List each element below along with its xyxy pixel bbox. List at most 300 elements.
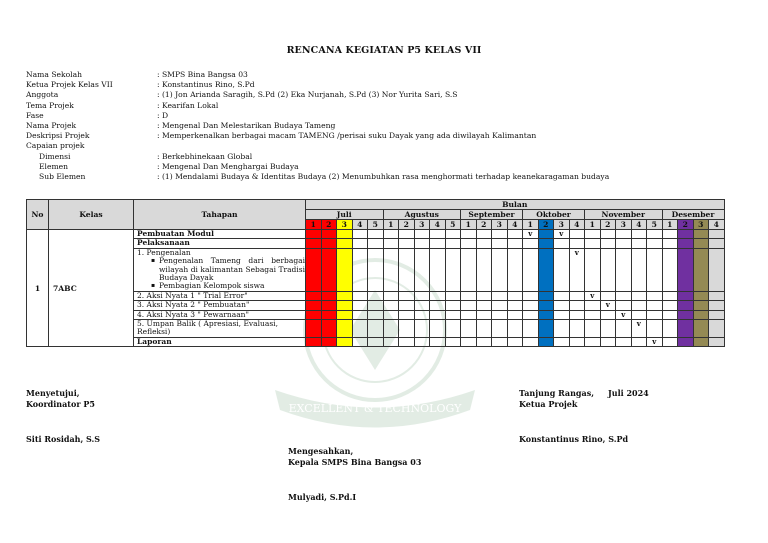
week-header: 3 bbox=[554, 220, 570, 230]
week-cell bbox=[693, 230, 709, 239]
week-cell bbox=[383, 230, 399, 239]
stage-bullet: ▪ Pengenalan Tameng dari berbagai wilayah di kalimantan Sebagai Tradisi Budaya Dayak bbox=[153, 257, 305, 282]
week-cell bbox=[678, 320, 694, 338]
week-cell bbox=[306, 337, 322, 346]
project-lead-title: Ketua Projek bbox=[519, 399, 578, 409]
week-cell bbox=[662, 301, 678, 310]
week-cell bbox=[321, 230, 337, 239]
week-cell bbox=[523, 310, 539, 319]
week-cell bbox=[492, 320, 508, 338]
activity-mark: v bbox=[585, 291, 601, 300]
week-cell bbox=[430, 230, 446, 239]
week-cell bbox=[678, 291, 694, 300]
info-value: : D bbox=[157, 110, 169, 120]
week-cell bbox=[523, 248, 539, 291]
week-cell bbox=[368, 239, 384, 248]
stage-bullet-list bbox=[137, 257, 305, 291]
week-cell bbox=[492, 230, 508, 239]
week-cell bbox=[352, 301, 368, 310]
week-cell bbox=[321, 301, 337, 310]
week-cell bbox=[709, 291, 725, 300]
week-cell bbox=[616, 239, 632, 248]
week-cell bbox=[321, 337, 337, 346]
week-header: 4 bbox=[569, 220, 585, 230]
week-cell bbox=[585, 248, 601, 291]
week-cell bbox=[507, 310, 523, 319]
activity-mark: v bbox=[616, 310, 632, 319]
week-cell bbox=[383, 301, 399, 310]
week-header: 2 bbox=[321, 220, 337, 230]
week-header: 4 bbox=[631, 220, 647, 230]
week-cell bbox=[616, 230, 632, 239]
week-cell bbox=[352, 310, 368, 319]
week-cell bbox=[693, 337, 709, 346]
week-cell bbox=[538, 230, 554, 239]
week-cell bbox=[430, 291, 446, 300]
week-cell bbox=[399, 301, 415, 310]
week-cell bbox=[523, 301, 539, 310]
week-cell bbox=[600, 320, 616, 338]
week-header: 2 bbox=[399, 220, 415, 230]
info-row bbox=[26, 111, 609, 121]
week-cell bbox=[337, 230, 353, 239]
info-label: Dimensi bbox=[39, 151, 71, 161]
week-cell bbox=[693, 301, 709, 310]
week-header: 1 bbox=[383, 220, 399, 230]
week-header: 2 bbox=[476, 220, 492, 230]
row-kelas: 7ABC bbox=[49, 230, 134, 347]
week-cell bbox=[693, 291, 709, 300]
activity-mark: v bbox=[523, 230, 539, 239]
info-value: : SMPS Bina Bangsa 03 bbox=[157, 70, 248, 79]
week-cell bbox=[693, 320, 709, 338]
week-cell bbox=[399, 230, 415, 239]
week-cell bbox=[445, 320, 461, 338]
week-cell bbox=[523, 320, 539, 338]
week-header: 1 bbox=[585, 220, 601, 230]
week-header: 3 bbox=[337, 220, 353, 230]
stage-umpan: 5. Umpan Balik ( Apresiasi, Evaluasi, Refleksi) bbox=[134, 320, 306, 338]
week-cell bbox=[321, 248, 337, 291]
week-cell bbox=[461, 239, 477, 248]
week-cell bbox=[554, 239, 570, 248]
week-cell bbox=[585, 239, 601, 248]
week-cell bbox=[430, 301, 446, 310]
week-cell bbox=[476, 301, 492, 310]
week-cell bbox=[569, 320, 585, 338]
week-cell bbox=[647, 301, 663, 310]
week-header: 2 bbox=[538, 220, 554, 230]
week-cell bbox=[709, 301, 725, 310]
week-cell bbox=[399, 239, 415, 248]
week-cell bbox=[693, 239, 709, 248]
week-cell bbox=[554, 310, 570, 319]
week-cell bbox=[445, 301, 461, 310]
week-cell bbox=[476, 320, 492, 338]
week-cell bbox=[461, 291, 477, 300]
week-cell bbox=[631, 230, 647, 239]
week-cell bbox=[507, 320, 523, 338]
week-cell bbox=[461, 301, 477, 310]
week-cell bbox=[709, 337, 725, 346]
header-kelas: Kelas bbox=[49, 200, 134, 230]
week-cell bbox=[662, 337, 678, 346]
week-cell bbox=[647, 239, 663, 248]
info-value: : Kearifan Lokal bbox=[157, 100, 219, 110]
stage-pembuatan_modul: Pembuatan Modul bbox=[134, 230, 306, 239]
week-cell bbox=[585, 230, 601, 239]
week-cell bbox=[585, 310, 601, 319]
week-cell bbox=[461, 248, 477, 291]
endorsement-label: Mengesahkan, bbox=[288, 446, 354, 456]
stage-aksi3: 4. Aksi Nyata 3 " Pewarnaan" bbox=[134, 310, 306, 319]
info-label: Elemen bbox=[39, 161, 69, 171]
week-cell bbox=[523, 239, 539, 248]
week-header: 5 bbox=[647, 220, 663, 230]
week-cell bbox=[368, 301, 384, 310]
header-bulan: Bulan bbox=[306, 200, 725, 210]
week-header: 3 bbox=[414, 220, 430, 230]
week-cell bbox=[600, 337, 616, 346]
week-cell bbox=[662, 239, 678, 248]
week-header: 1 bbox=[523, 220, 539, 230]
header-no: No bbox=[27, 200, 49, 230]
week-cell bbox=[337, 291, 353, 300]
week-cell bbox=[492, 310, 508, 319]
week-cell bbox=[414, 320, 430, 338]
info-row bbox=[26, 90, 609, 100]
week-cell bbox=[538, 239, 554, 248]
week-cell bbox=[678, 337, 694, 346]
week-header: 4 bbox=[430, 220, 446, 230]
month-header: September bbox=[461, 210, 523, 220]
week-cell bbox=[569, 301, 585, 310]
week-cell bbox=[507, 248, 523, 291]
week-cell bbox=[414, 239, 430, 248]
month-header: Juli bbox=[306, 210, 384, 220]
week-header: 4 bbox=[709, 220, 725, 230]
place: Tanjung Rangas, bbox=[519, 388, 594, 398]
week-cell bbox=[383, 291, 399, 300]
week-cell bbox=[321, 291, 337, 300]
week-cell bbox=[662, 291, 678, 300]
stage-pengenalan bbox=[134, 248, 306, 291]
activity-mark: v bbox=[569, 248, 585, 291]
week-cell bbox=[523, 337, 539, 346]
week-cell bbox=[414, 301, 430, 310]
month-header: Oktober bbox=[523, 210, 585, 220]
week-cell bbox=[631, 239, 647, 248]
week-cell bbox=[647, 230, 663, 239]
week-cell bbox=[445, 337, 461, 346]
week-cell bbox=[523, 291, 539, 300]
info-label: Anggota bbox=[26, 90, 59, 100]
date: Juli 2024 bbox=[608, 388, 649, 398]
week-cell bbox=[430, 320, 446, 338]
coordinator-title: Koordinator P5 bbox=[26, 399, 95, 409]
week-cell bbox=[585, 337, 601, 346]
week-cell bbox=[368, 248, 384, 291]
week-cell bbox=[538, 320, 554, 338]
week-cell bbox=[647, 291, 663, 300]
week-header: 2 bbox=[678, 220, 694, 230]
week-cell bbox=[538, 291, 554, 300]
week-cell bbox=[337, 301, 353, 310]
week-cell bbox=[709, 230, 725, 239]
info-row bbox=[26, 141, 609, 151]
principal-title: Kepala SMPS Bina Bangsa 03 bbox=[288, 457, 422, 467]
week-cell bbox=[647, 248, 663, 291]
week-cell bbox=[445, 291, 461, 300]
activity-mark: v bbox=[631, 320, 647, 338]
week-cell bbox=[492, 337, 508, 346]
info-value: : (1) Jon Arianda Saragih, S.Pd (2) Eka Nurjanah, S.Pd (3) Nor Yurita Sari, S.S bbox=[157, 90, 458, 100]
week-cell bbox=[678, 248, 694, 291]
week-cell bbox=[306, 320, 322, 338]
week-cell bbox=[709, 310, 725, 319]
week-cell bbox=[352, 230, 368, 239]
watermark-text: EXCELLENT & TECHNOLOGY bbox=[288, 402, 462, 415]
week-cell bbox=[554, 301, 570, 310]
week-cell bbox=[554, 291, 570, 300]
project-info bbox=[26, 70, 609, 182]
info-row bbox=[26, 70, 609, 80]
week-cell bbox=[647, 320, 663, 338]
week-cell bbox=[538, 337, 554, 346]
info-label: Tema Projek bbox=[26, 100, 74, 110]
week-cell bbox=[399, 248, 415, 291]
week-cell bbox=[569, 230, 585, 239]
week-cell bbox=[461, 230, 477, 239]
approval-label: Menyetujui, bbox=[26, 388, 80, 398]
week-cell bbox=[538, 248, 554, 291]
week-cell bbox=[461, 320, 477, 338]
week-cell bbox=[476, 230, 492, 239]
info-label: Sub Elemen bbox=[39, 172, 86, 182]
week-cell bbox=[476, 248, 492, 291]
activity-mark: v bbox=[647, 337, 663, 346]
week-cell bbox=[321, 310, 337, 319]
week-cell bbox=[631, 248, 647, 291]
schedule-table bbox=[26, 199, 725, 347]
week-cell bbox=[368, 310, 384, 319]
week-cell bbox=[352, 291, 368, 300]
week-cell bbox=[399, 310, 415, 319]
week-cell bbox=[445, 239, 461, 248]
month-header: Agustus bbox=[383, 210, 461, 220]
week-cell bbox=[678, 301, 694, 310]
week-cell bbox=[368, 291, 384, 300]
week-cell bbox=[306, 301, 322, 310]
info-label: Capaian projek bbox=[26, 141, 85, 151]
week-header: 4 bbox=[352, 220, 368, 230]
week-cell bbox=[445, 310, 461, 319]
week-cell bbox=[600, 310, 616, 319]
week-cell bbox=[709, 239, 725, 248]
week-cell bbox=[631, 301, 647, 310]
week-cell bbox=[430, 337, 446, 346]
week-cell bbox=[352, 320, 368, 338]
week-cell bbox=[399, 320, 415, 338]
week-cell bbox=[631, 337, 647, 346]
week-cell bbox=[383, 310, 399, 319]
week-cell bbox=[414, 230, 430, 239]
stage-bullet: ▪ Pembagian Kelompok siswa bbox=[153, 282, 305, 290]
week-cell bbox=[600, 291, 616, 300]
week-cell bbox=[445, 230, 461, 239]
info-label: Nama Sekolah bbox=[26, 70, 83, 79]
info-value: : (1) Mendalami Budaya & Identitas Budaya (2) Menumbuhkan rasa menghormati terhadap keanekaragaman budaya bbox=[157, 172, 610, 182]
week-cell bbox=[430, 310, 446, 319]
week-cell bbox=[616, 301, 632, 310]
week-cell bbox=[337, 248, 353, 291]
week-header: 3 bbox=[492, 220, 508, 230]
week-cell bbox=[693, 310, 709, 319]
table-row bbox=[27, 230, 725, 239]
activity-mark: v bbox=[600, 301, 616, 310]
week-cell bbox=[709, 248, 725, 291]
week-cell bbox=[476, 239, 492, 248]
week-cell bbox=[414, 310, 430, 319]
week-cell bbox=[383, 248, 399, 291]
week-cell bbox=[306, 239, 322, 248]
stage-label: 1. Pengenalan bbox=[137, 248, 191, 257]
week-cell bbox=[445, 248, 461, 291]
week-cell bbox=[306, 291, 322, 300]
week-cell bbox=[383, 320, 399, 338]
header-tahapan: Tahapan bbox=[134, 200, 306, 230]
week-cell bbox=[430, 239, 446, 248]
week-cell bbox=[414, 291, 430, 300]
week-cell bbox=[476, 291, 492, 300]
row-number: 1 bbox=[27, 230, 49, 347]
stage-aksi1: 2. Aksi Nyata 1 " Trial Error" bbox=[134, 291, 306, 300]
week-cell bbox=[321, 320, 337, 338]
week-cell bbox=[600, 248, 616, 291]
week-cell bbox=[662, 310, 678, 319]
week-cell bbox=[569, 337, 585, 346]
month-header: Desember bbox=[662, 210, 724, 220]
week-header: 1 bbox=[662, 220, 678, 230]
week-cell bbox=[321, 239, 337, 248]
week-cell bbox=[352, 337, 368, 346]
week-cell bbox=[352, 248, 368, 291]
week-cell bbox=[383, 337, 399, 346]
info-row bbox=[26, 152, 609, 162]
week-cell bbox=[507, 291, 523, 300]
stage-aksi2: 3. Aksi Nyata 2 " Pembuatan" bbox=[134, 301, 306, 310]
week-cell bbox=[368, 320, 384, 338]
principal-name: Mulyadi, S.Pd.I bbox=[288, 492, 357, 502]
info-label: Nama Projek bbox=[26, 121, 77, 131]
week-cell bbox=[368, 337, 384, 346]
week-cell bbox=[600, 239, 616, 248]
week-header: 2 bbox=[600, 220, 616, 230]
week-cell bbox=[616, 248, 632, 291]
week-cell bbox=[337, 310, 353, 319]
project-lead-name: Konstantinus Rino, S.Pd bbox=[519, 434, 629, 444]
week-cell bbox=[414, 337, 430, 346]
week-header: 1 bbox=[461, 220, 477, 230]
week-cell bbox=[569, 310, 585, 319]
week-cell bbox=[678, 310, 694, 319]
week-cell bbox=[616, 320, 632, 338]
info-row bbox=[26, 121, 609, 131]
week-cell bbox=[662, 230, 678, 239]
activity-mark: v bbox=[554, 230, 570, 239]
week-cell bbox=[306, 310, 322, 319]
week-cell bbox=[352, 239, 368, 248]
week-cell bbox=[585, 320, 601, 338]
week-cell bbox=[709, 320, 725, 338]
week-header: 5 bbox=[368, 220, 384, 230]
month-header: November bbox=[585, 210, 663, 220]
info-row bbox=[26, 80, 609, 90]
week-cell bbox=[492, 239, 508, 248]
info-value: : Memperkenalkan berbagai macam TAMENG /perisai suku Dayak yang ada diwilayah Kalimantan bbox=[157, 131, 537, 141]
week-cell bbox=[554, 337, 570, 346]
document-title: RENCANA KEGIATAN P5 KELAS VII bbox=[286, 45, 482, 56]
week-cell bbox=[430, 248, 446, 291]
week-cell bbox=[600, 230, 616, 239]
info-row bbox=[26, 131, 609, 141]
info-label: Fase bbox=[26, 110, 44, 120]
week-cell bbox=[693, 248, 709, 291]
info-label: Deskripsi Projek bbox=[26, 131, 90, 141]
week-cell bbox=[662, 248, 678, 291]
week-cell bbox=[678, 239, 694, 248]
week-cell bbox=[476, 310, 492, 319]
week-cell bbox=[476, 337, 492, 346]
stage-pelaksanaan: Pelaksanaan bbox=[134, 239, 306, 248]
project-lead-block bbox=[519, 388, 649, 410]
week-header: 4 bbox=[507, 220, 523, 230]
approval-block bbox=[26, 388, 95, 410]
week-cell bbox=[461, 310, 477, 319]
week-cell bbox=[616, 337, 632, 346]
week-cell bbox=[461, 337, 477, 346]
week-cell bbox=[507, 230, 523, 239]
info-row bbox=[26, 101, 609, 111]
week-cell bbox=[616, 291, 632, 300]
info-row bbox=[26, 172, 609, 182]
week-cell bbox=[492, 291, 508, 300]
week-header: 3 bbox=[616, 220, 632, 230]
info-value: : Mengenal Dan Menghargai Budaya bbox=[157, 161, 299, 171]
week-cell bbox=[647, 310, 663, 319]
week-cell bbox=[492, 248, 508, 291]
week-cell bbox=[399, 337, 415, 346]
week-cell bbox=[507, 337, 523, 346]
week-cell bbox=[554, 248, 570, 291]
week-cell bbox=[507, 301, 523, 310]
week-cell bbox=[383, 239, 399, 248]
week-cell bbox=[368, 230, 384, 239]
week-cell bbox=[554, 320, 570, 338]
week-cell bbox=[662, 320, 678, 338]
info-row bbox=[26, 162, 609, 172]
week-cell bbox=[337, 320, 353, 338]
week-cell bbox=[337, 337, 353, 346]
week-cell bbox=[337, 239, 353, 248]
week-cell bbox=[306, 230, 322, 239]
week-cell bbox=[306, 248, 322, 291]
info-value: : Konstantinus Rino, S.Pd bbox=[157, 80, 255, 90]
week-cell bbox=[631, 310, 647, 319]
place-date bbox=[519, 388, 649, 399]
week-cell bbox=[631, 291, 647, 300]
week-cell bbox=[492, 301, 508, 310]
